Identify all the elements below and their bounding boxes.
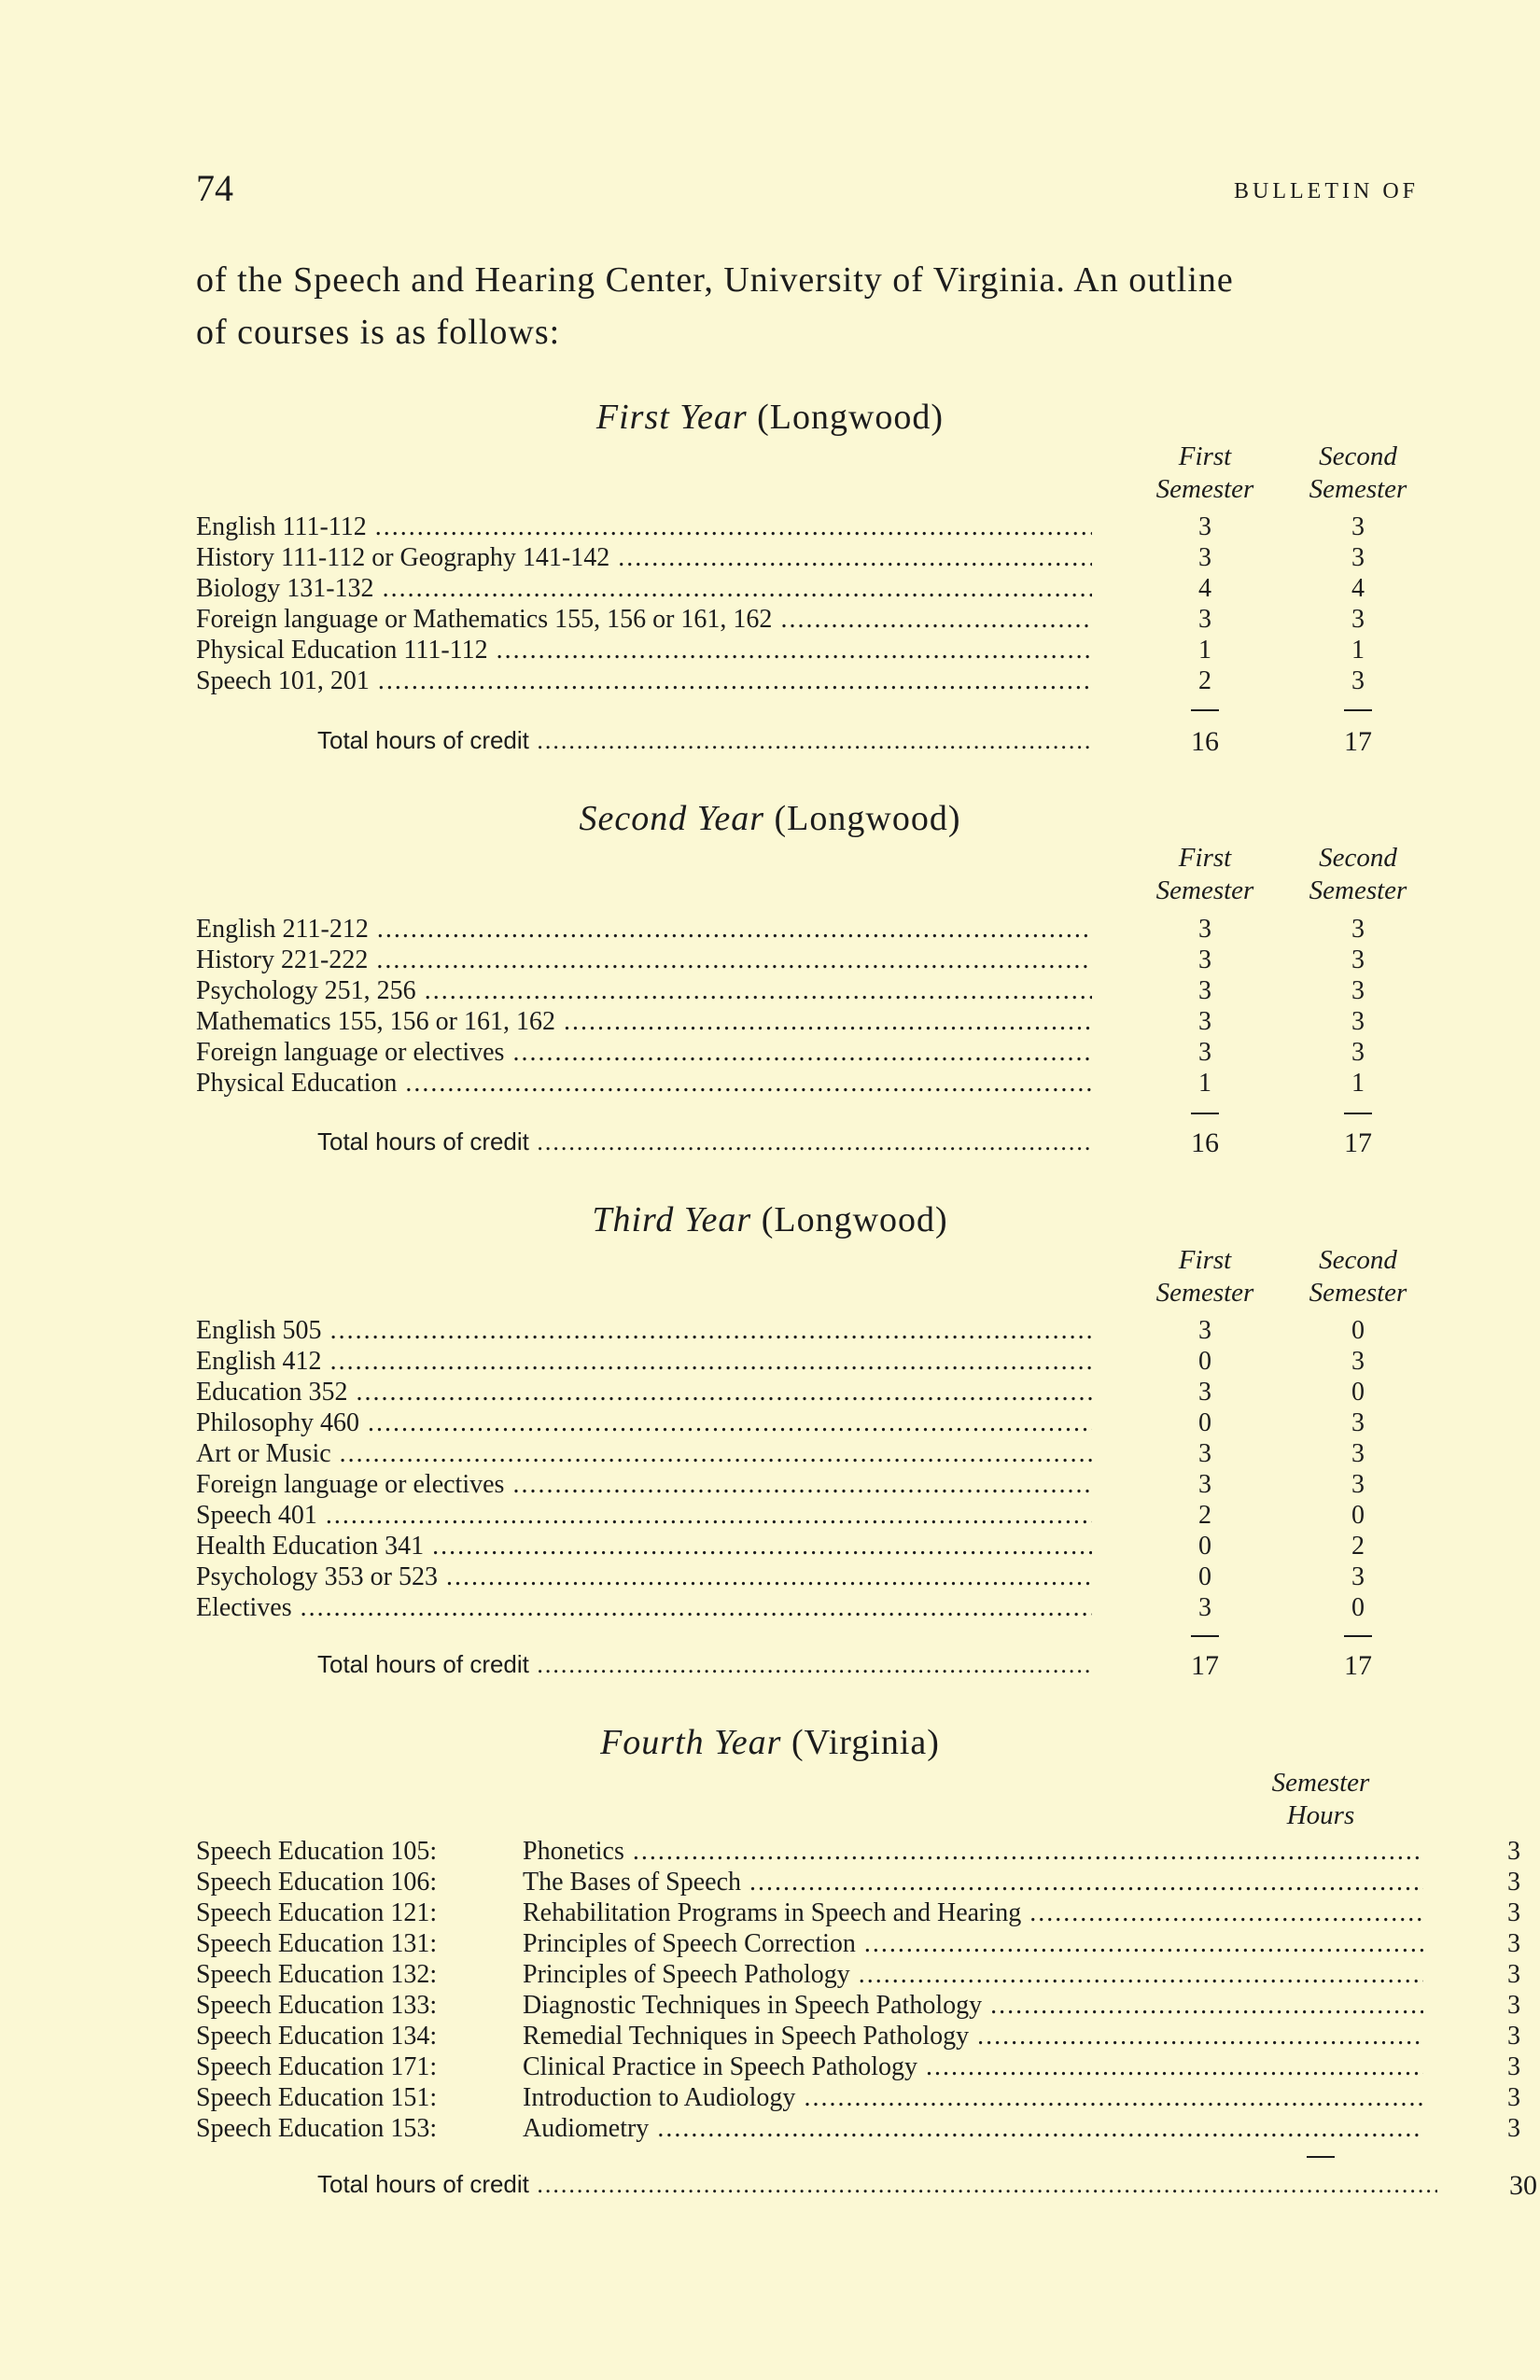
fourth-year-title-place: (Virginia) xyxy=(791,1723,940,1762)
course-row xyxy=(196,1531,1409,1561)
third-year-title-place: (Longwood) xyxy=(761,1200,948,1239)
sum-rule xyxy=(1307,2156,1335,2158)
third-year-col-second-semester xyxy=(1283,1244,1433,1309)
first-semester-hours: 3 xyxy=(1198,915,1211,944)
course-row xyxy=(196,604,1409,635)
first-semester-hours: 1 xyxy=(1198,636,1211,665)
course-row xyxy=(196,945,1409,975)
sum-rule xyxy=(1344,1635,1372,1637)
second-semester-hours: 3 xyxy=(1351,1038,1365,1067)
course-title: Remedial Techniques in Speech Pathology ..... xyxy=(523,2021,1423,2051)
first-year-col-second-semester xyxy=(1283,441,1433,506)
third-year-course-list xyxy=(196,1315,1409,1623)
course-name: Health Education 341 ..... xyxy=(196,1531,1092,1561)
course-name: Art or Music ..... xyxy=(196,1438,1092,1469)
fourth-year-title xyxy=(0,1722,1540,1763)
first-semester-hours: 3 xyxy=(1198,543,1211,572)
total-label: Total hours of credit ..... xyxy=(317,2170,1437,2199)
course-name: History 111-112 or Geography 141-142 ..... xyxy=(196,542,1092,573)
course-row xyxy=(196,1990,1520,2021)
course-row xyxy=(196,1315,1409,1346)
course-name: Psychology 251, 256 ..... xyxy=(196,975,1092,1006)
course-row xyxy=(196,1438,1409,1469)
second-semester-hours: 3 xyxy=(1351,945,1365,974)
col-head-line: Semester xyxy=(1309,474,1407,504)
first-semester-hours: 3 xyxy=(1198,1038,1211,1067)
total-label: Total hours of credit ..... xyxy=(317,1650,1092,1679)
second-semester-hours: 4 xyxy=(1351,574,1365,603)
semester-hours: 3 xyxy=(1507,1868,1520,1897)
first-semester-hours: 0 xyxy=(1198,1408,1211,1437)
first-year-col-first-semester xyxy=(1130,441,1280,506)
first-semester-hours: 0 xyxy=(1198,1347,1211,1376)
course-row xyxy=(196,1928,1520,1959)
first-semester-hours: 0 xyxy=(1198,1532,1211,1561)
course-row xyxy=(196,1346,1409,1377)
course-name: English 211-212 ..... xyxy=(196,914,1092,945)
course-row xyxy=(196,1592,1409,1623)
first-semester-hours: 4 xyxy=(1198,574,1211,603)
second-year-title-italic: Second Year xyxy=(579,799,765,838)
second-semester-hours: 3 xyxy=(1351,1347,1365,1376)
semester-hours: 3 xyxy=(1507,1929,1520,1958)
first-year-title-italic: First Year xyxy=(595,398,748,437)
page-header xyxy=(196,166,1419,222)
second-year-course-list xyxy=(196,914,1409,1099)
course-title: Introduction to Audiology ..... xyxy=(523,2082,1423,2113)
sum-rule xyxy=(1344,1113,1372,1114)
first-semester-hours: 3 xyxy=(1198,976,1211,1005)
course-row xyxy=(196,573,1409,604)
semester-hours: 3 xyxy=(1507,2022,1520,2051)
course-name: Biology 131-132 ..... xyxy=(196,573,1092,604)
third-year-total-row xyxy=(196,1650,1409,1687)
col-head-line: Semester xyxy=(1155,875,1254,905)
second-semester-hours: 1 xyxy=(1351,636,1365,665)
total-semester-hours: 30 xyxy=(1509,2170,1537,2201)
course-title: Principles of Speech Correction ..... xyxy=(523,1928,1423,1959)
first-semester-hours: 3 xyxy=(1198,945,1211,974)
first-semester-hours: 3 xyxy=(1198,1007,1211,1036)
first-year-title-place: (Longwood) xyxy=(757,398,945,437)
second-year-col-first-semester xyxy=(1130,842,1280,907)
course-row xyxy=(196,2051,1520,2082)
course-code: Speech Education 153: xyxy=(196,2114,438,2143)
second-semester-hours: 0 xyxy=(1351,1378,1365,1407)
course-name: Philosophy 460 ..... xyxy=(196,1407,1092,1438)
course-name: English 505 ..... xyxy=(196,1315,1092,1346)
second-year-total-row xyxy=(196,1127,1409,1165)
second-semester-hours: 3 xyxy=(1351,1408,1365,1437)
third-year-title-italic: Third Year xyxy=(592,1200,752,1239)
course-name: Foreign language or electives ..... xyxy=(196,1037,1092,1068)
course-code: Speech Education 105: xyxy=(196,1837,438,1866)
second-semester-hours: 2 xyxy=(1351,1532,1365,1561)
first-semester-hours: 0 xyxy=(1198,1562,1211,1591)
course-row xyxy=(196,2113,1520,2144)
course-name: Education 352 ..... xyxy=(196,1377,1092,1407)
sum-rule xyxy=(1191,1635,1219,1637)
col-head-line: Hours xyxy=(1286,1800,1355,1830)
total-label: Total hours of credit ..... xyxy=(317,726,1092,755)
col-head-line: Second xyxy=(1319,843,1397,873)
course-row xyxy=(196,2021,1520,2051)
semester-hours: 3 xyxy=(1507,1960,1520,1989)
second-semester-hours: 3 xyxy=(1351,1562,1365,1591)
total-second-semester: 17 xyxy=(1344,1127,1372,1158)
page-number: 74 xyxy=(196,167,233,209)
col-head-line: Second xyxy=(1319,1245,1397,1275)
second-semester-hours: 1 xyxy=(1351,1069,1365,1098)
first-semester-hours: 3 xyxy=(1198,605,1211,634)
course-code: Speech Education 121: xyxy=(196,1898,438,1927)
second-year-title-place: (Longwood) xyxy=(774,799,961,838)
course-row xyxy=(196,511,1409,542)
course-row xyxy=(196,1836,1520,1867)
course-code: Speech Education 131: xyxy=(196,1929,438,1958)
first-semester-hours: 3 xyxy=(1198,512,1211,541)
fourth-year-course-list xyxy=(196,1836,1520,2144)
course-row xyxy=(196,914,1409,945)
course-row xyxy=(196,1561,1409,1592)
first-semester-hours: 3 xyxy=(1198,1593,1211,1622)
col-head-line: First xyxy=(1178,441,1232,471)
second-year-title xyxy=(0,798,1540,839)
col-head-line: Semester xyxy=(1155,474,1254,504)
first-year-title xyxy=(0,397,1540,438)
fourth-year-total-row xyxy=(196,2170,1537,2207)
course-code: Speech Education 171: xyxy=(196,2052,438,2081)
course-code: Speech Education 132: xyxy=(196,1960,438,1989)
second-semester-hours: 3 xyxy=(1351,512,1365,541)
course-name: Mathematics 155, 156 or 161, 162 ..... xyxy=(196,1006,1092,1037)
first-year-total-row xyxy=(196,726,1409,763)
course-name: Speech 401 ..... xyxy=(196,1500,1092,1531)
course-title: Clinical Practice in Speech Pathology ..... xyxy=(523,2051,1423,2082)
third-year-col-first-semester xyxy=(1130,1244,1280,1309)
semester-hours: 3 xyxy=(1507,2052,1520,2081)
semester-hours: 3 xyxy=(1507,1898,1520,1927)
course-row xyxy=(196,975,1409,1006)
first-semester-hours: 2 xyxy=(1198,666,1211,695)
intro-paragraph xyxy=(196,254,1419,358)
semester-hours: 3 xyxy=(1507,1837,1520,1866)
course-name: English 412 ..... xyxy=(196,1346,1092,1377)
course-name: Physical Education 111-112 ..... xyxy=(196,635,1092,665)
running-head: BULLETIN OF xyxy=(1234,179,1419,203)
course-code: Speech Education 133: xyxy=(196,1991,438,2020)
second-semester-hours: 3 xyxy=(1351,1007,1365,1036)
first-semester-hours: 1 xyxy=(1198,1069,1211,1098)
course-name: Speech 101, 201 ..... xyxy=(196,665,1092,696)
course-row xyxy=(196,542,1409,573)
first-semester-hours: 3 xyxy=(1198,1378,1211,1407)
sum-rule xyxy=(1191,1113,1219,1114)
course-row xyxy=(196,1959,1520,1990)
intro-line-2: of courses is as follows: xyxy=(196,313,561,352)
course-row xyxy=(196,2082,1520,2113)
second-semester-hours: 3 xyxy=(1351,1439,1365,1468)
course-title: Rehabilitation Programs in Speech and Hearing ..... xyxy=(523,1897,1423,1928)
course-row xyxy=(196,1006,1409,1037)
total-second-semester: 17 xyxy=(1344,1650,1372,1681)
course-row xyxy=(196,1897,1520,1928)
course-row xyxy=(196,1469,1409,1500)
course-name: History 221-222 ..... xyxy=(196,945,1092,975)
course-title: Principles of Speech Pathology ..... xyxy=(523,1959,1423,1990)
course-title: The Bases of Speech ..... xyxy=(523,1867,1423,1897)
first-semester-hours: 3 xyxy=(1198,1316,1211,1345)
total-second-semester: 17 xyxy=(1344,726,1372,757)
total-label: Total hours of credit ..... xyxy=(317,1127,1092,1156)
col-head-line: Second xyxy=(1319,441,1397,471)
second-semester-hours: 0 xyxy=(1351,1316,1365,1345)
second-semester-hours: 3 xyxy=(1351,666,1365,695)
course-row xyxy=(196,1377,1409,1407)
second-semester-hours: 0 xyxy=(1351,1501,1365,1530)
course-title: Phonetics ..... xyxy=(523,1836,1423,1867)
col-head-line: Semester xyxy=(1309,1278,1407,1308)
col-head-line: Semester xyxy=(1271,1768,1370,1798)
course-row xyxy=(196,665,1409,696)
sum-rule xyxy=(1344,709,1372,711)
sum-rule xyxy=(1191,709,1219,711)
second-semester-hours: 3 xyxy=(1351,976,1365,1005)
intro-line-1: of the Speech and Hearing Center, University of Virginia. An outline xyxy=(196,260,1234,300)
col-head-line: Semester xyxy=(1155,1278,1254,1308)
first-semester-hours: 2 xyxy=(1198,1501,1211,1530)
course-name: Physical Education ..... xyxy=(196,1068,1092,1099)
fourth-year-col-semester-hours xyxy=(1251,1767,1391,1832)
course-row xyxy=(196,635,1409,665)
course-row xyxy=(196,1500,1409,1531)
course-row xyxy=(196,1068,1409,1099)
second-semester-hours: 0 xyxy=(1351,1593,1365,1622)
course-name: Foreign language or electives ..... xyxy=(196,1469,1092,1500)
semester-hours: 3 xyxy=(1507,2114,1520,2143)
first-year-course-list xyxy=(196,511,1409,696)
second-semester-hours: 3 xyxy=(1351,543,1365,572)
course-code: Speech Education 151: xyxy=(196,2083,438,2112)
total-first-semester: 16 xyxy=(1191,1127,1219,1158)
fourth-year-title-italic: Fourth Year xyxy=(600,1723,782,1762)
course-row xyxy=(196,1037,1409,1068)
course-name: English 111-112 ..... xyxy=(196,511,1092,542)
course-name: Electives ..... xyxy=(196,1592,1092,1623)
course-code: Speech Education 134: xyxy=(196,2022,438,2051)
col-head-line: First xyxy=(1178,843,1232,873)
total-first-semester: 16 xyxy=(1191,726,1219,757)
first-semester-hours: 3 xyxy=(1198,1470,1211,1499)
second-year-col-second-semester xyxy=(1283,842,1433,907)
third-year-title xyxy=(0,1199,1540,1240)
course-title: Audiometry ..... xyxy=(523,2113,1423,2144)
second-semester-hours: 3 xyxy=(1351,605,1365,634)
col-head-line: Semester xyxy=(1309,875,1407,905)
semester-hours: 3 xyxy=(1507,2083,1520,2112)
total-first-semester: 17 xyxy=(1191,1650,1219,1681)
col-head-line: First xyxy=(1178,1245,1232,1275)
course-row xyxy=(196,1867,1520,1897)
course-code: Speech Education 106: xyxy=(196,1868,438,1897)
course-row xyxy=(196,1407,1409,1438)
course-title: Diagnostic Techniques in Speech Pathology ..... xyxy=(523,1990,1423,2021)
semester-hours: 3 xyxy=(1507,1991,1520,2020)
course-name: Psychology 353 or 523 ..... xyxy=(196,1561,1092,1592)
second-semester-hours: 3 xyxy=(1351,1470,1365,1499)
first-semester-hours: 3 xyxy=(1198,1439,1211,1468)
course-name: Foreign language or Mathematics 155, 156 or 161, 162 ..... xyxy=(196,604,1092,635)
second-semester-hours: 3 xyxy=(1351,915,1365,944)
